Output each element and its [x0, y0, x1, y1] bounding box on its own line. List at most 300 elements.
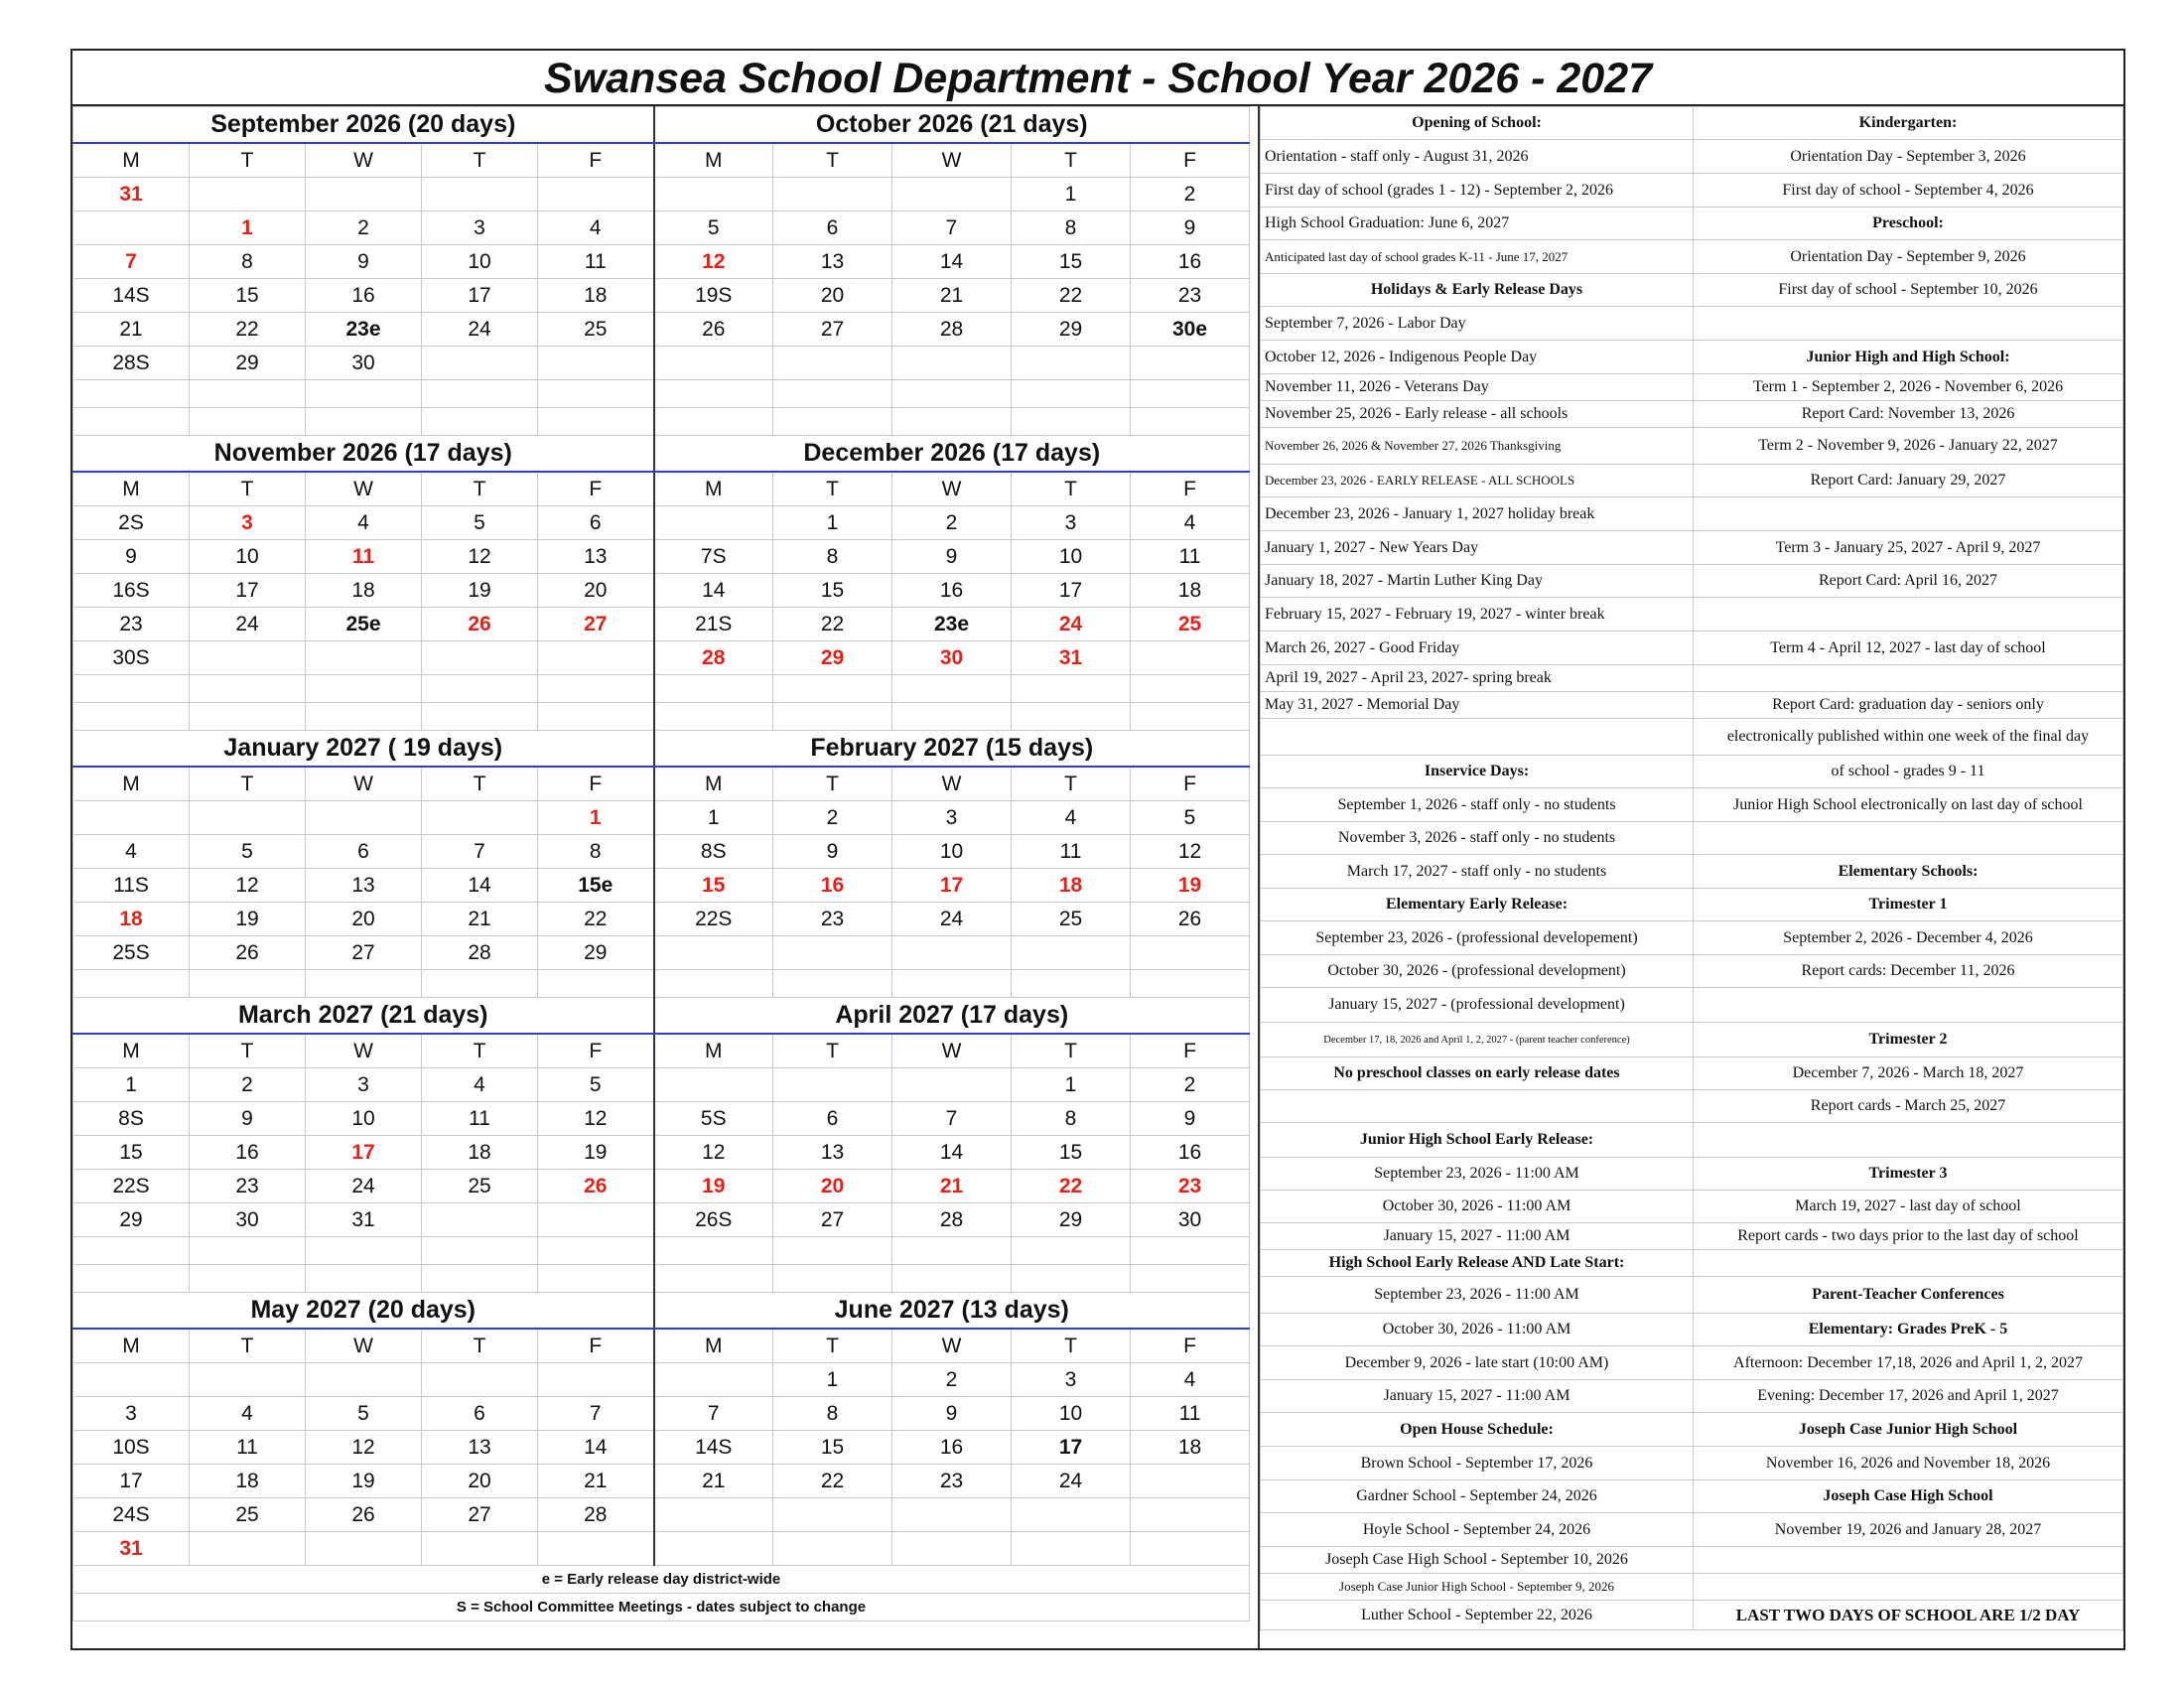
day-cell: 21: [892, 1170, 1012, 1203]
day-cell: [1012, 675, 1131, 703]
day-cell: 13: [306, 869, 422, 903]
day-cell: 23e: [306, 313, 422, 347]
key-dates-row: [1261, 1447, 2123, 1480]
day-cell: 2: [190, 1068, 306, 1102]
day-cell: 14: [892, 1136, 1012, 1170]
day-cell: 21S: [654, 608, 773, 641]
day-cell: 30: [892, 641, 1012, 675]
day-cell: 15: [73, 1136, 190, 1170]
day-cell: 13: [538, 540, 654, 574]
weekday-label: F: [538, 143, 654, 178]
day-cell: 16: [892, 1431, 1012, 1465]
day-cell: 22: [538, 903, 654, 936]
day-cell: 26: [190, 936, 306, 970]
day-cell: [1131, 641, 1250, 675]
key-date-left: December 23, 2026 - January 1, 2027 holiday break: [1261, 497, 1694, 531]
day-cell: [654, 970, 773, 998]
weekday-label: M: [73, 1329, 190, 1363]
day-cell: 11: [1131, 540, 1250, 574]
day-cell: 9: [892, 540, 1012, 574]
day-cell: 8: [190, 245, 306, 279]
month-title: September 2026 (20 days): [73, 107, 654, 144]
weekday-header-row: [73, 767, 1250, 801]
day-cell: [1131, 703, 1250, 731]
week-row: [73, 178, 1250, 211]
key-date-right: [1694, 307, 2123, 341]
weekday-header-row: [73, 1034, 1250, 1068]
day-cell: 10: [190, 540, 306, 574]
day-cell: [73, 675, 190, 703]
day-cell: 6: [538, 506, 654, 540]
day-cell: 8S: [654, 835, 773, 869]
day-cell: 22: [773, 1465, 892, 1498]
week-row: [73, 279, 1250, 313]
key-date-right: First day of school - September 10, 2026: [1694, 274, 2123, 307]
day-cell: [73, 1237, 190, 1265]
day-cell: [773, 1068, 892, 1102]
day-cell: 16: [190, 1136, 306, 1170]
weekday-label: T: [190, 1329, 306, 1363]
day-cell: 22S: [73, 1170, 190, 1203]
day-cell: 16: [1131, 245, 1250, 279]
week-row: [73, 835, 1250, 869]
day-cell: [773, 380, 892, 408]
day-cell: [892, 1532, 1012, 1566]
day-cell: 21: [538, 1465, 654, 1498]
day-cell: 18: [73, 903, 190, 936]
day-cell: [422, 1203, 538, 1237]
day-cell: 16S: [73, 574, 190, 608]
week-row: [73, 1102, 1250, 1136]
day-cell: 24: [1012, 608, 1131, 641]
key-date-right: March 19, 2027 - last day of school: [1694, 1191, 2123, 1223]
day-cell: 18: [1131, 574, 1250, 608]
day-cell: 2: [1131, 1068, 1250, 1102]
day-cell: 30: [190, 1203, 306, 1237]
day-cell: 7: [892, 211, 1012, 245]
key-date-left: Orientation - staff only - August 31, 2026: [1261, 140, 1694, 174]
key-date-left: Opening of School:: [1261, 107, 1694, 140]
month-header-row: [73, 998, 1250, 1035]
week-row: [73, 970, 1250, 998]
key-date-right: Preschool:: [1694, 208, 2123, 240]
day-cell: 1: [73, 1068, 190, 1102]
day-cell: 2: [306, 211, 422, 245]
day-cell: 25: [1131, 608, 1250, 641]
key-date-left: September 23, 2026 - (professional developement): [1261, 921, 1694, 955]
day-cell: [422, 703, 538, 731]
day-cell: 26: [1131, 903, 1250, 936]
day-cell: 4: [1012, 801, 1131, 835]
day-cell: 1: [1012, 178, 1131, 211]
key-dates-row: [1261, 921, 2123, 955]
early-release-legend: e = Early release day district-wide: [73, 1566, 1250, 1594]
month-header-row: [73, 1293, 1250, 1330]
key-date-right: [1694, 497, 2123, 531]
key-dates-row: [1261, 889, 2123, 921]
day-cell: 14: [538, 1431, 654, 1465]
key-date-left: Junior High School Early Release:: [1261, 1123, 1694, 1158]
day-cell: 17: [892, 869, 1012, 903]
day-cell: 27: [773, 1203, 892, 1237]
key-date-left: Joseph Case High School - September 10, 2026: [1261, 1547, 1694, 1574]
day-cell: [773, 675, 892, 703]
key-date-right: Trimester 2: [1694, 1023, 2123, 1057]
key-date-right: November 16, 2026 and November 18, 2026: [1694, 1447, 2123, 1480]
week-row: [73, 1237, 1250, 1265]
key-dates-row: [1261, 1057, 2123, 1090]
day-cell: 22S: [654, 903, 773, 936]
key-dates-row: [1261, 497, 2123, 531]
day-cell: 5: [538, 1068, 654, 1102]
key-date-right: [1694, 988, 2123, 1023]
day-cell: [538, 1203, 654, 1237]
day-cell: 5: [654, 211, 773, 245]
day-cell: [538, 408, 654, 436]
weekday-label: T: [773, 767, 892, 801]
day-cell: [538, 675, 654, 703]
weekday-label: W: [892, 1329, 1012, 1363]
day-cell: 18: [538, 279, 654, 313]
key-dates-row: [1261, 955, 2123, 988]
key-dates-row: [1261, 822, 2123, 855]
day-cell: [773, 1237, 892, 1265]
key-date-right: [1694, 822, 2123, 855]
day-cell: 12: [422, 540, 538, 574]
day-cell: [538, 1237, 654, 1265]
key-dates-row: [1261, 988, 2123, 1023]
key-date-right: Joseph Case High School: [1694, 1480, 2123, 1513]
day-cell: [1012, 380, 1131, 408]
week-row: [73, 903, 1250, 936]
day-cell: 24S: [73, 1498, 190, 1532]
week-row: [73, 1498, 1250, 1532]
key-date-left: April 19, 2027 - April 23, 2027- spring break: [1261, 665, 1694, 692]
day-cell: [1131, 1265, 1250, 1293]
key-date-left: December 9, 2026 - late start (10:00 AM): [1261, 1346, 1694, 1380]
key-dates-row: [1261, 719, 2123, 756]
week-row: [73, 641, 1250, 675]
weekday-label: W: [306, 1034, 422, 1068]
week-row: [73, 211, 1250, 245]
weekday-label: M: [73, 472, 190, 506]
key-dates-row: [1261, 341, 2123, 374]
day-cell: [190, 1532, 306, 1566]
day-cell: [773, 347, 892, 380]
day-cell: [422, 1532, 538, 1566]
day-cell: 25S: [73, 936, 190, 970]
key-date-right: September 2, 2026 - December 4, 2026: [1694, 921, 2123, 955]
day-cell: [190, 1237, 306, 1265]
day-cell: 25: [538, 313, 654, 347]
day-cell: 2S: [73, 506, 190, 540]
key-date-right: of school - grades 9 - 11: [1694, 756, 2123, 788]
day-cell: [773, 970, 892, 998]
day-cell: [306, 1237, 422, 1265]
day-cell: 8: [1012, 211, 1131, 245]
key-date-right: November 19, 2026 and January 28, 2027: [1694, 1513, 2123, 1547]
day-cell: 9: [1131, 211, 1250, 245]
day-cell: 18: [306, 574, 422, 608]
key-date-right: Report cards - two days prior to the last day of school: [1694, 1223, 2123, 1250]
key-date-left: January 15, 2027 - 11:00 AM: [1261, 1380, 1694, 1413]
key-dates-row: [1261, 565, 2123, 598]
day-cell: [1131, 1498, 1250, 1532]
day-cell: 11S: [73, 869, 190, 903]
day-cell: 1: [190, 211, 306, 245]
day-cell: [773, 1532, 892, 1566]
weekday-label: T: [190, 1034, 306, 1068]
day-cell: 7: [422, 835, 538, 869]
day-cell: 17: [190, 574, 306, 608]
weekday-label: T: [190, 767, 306, 801]
day-cell: [306, 1532, 422, 1566]
key-date-left: Gardner School - September 24, 2026: [1261, 1480, 1694, 1513]
key-date-left: September 1, 2026 - staff only - no students: [1261, 788, 1694, 822]
weekday-label: F: [538, 1329, 654, 1363]
day-cell: [422, 347, 538, 380]
day-cell: [538, 641, 654, 675]
weekday-label: M: [73, 143, 190, 178]
day-cell: 8: [773, 1397, 892, 1431]
weekday-label: F: [1131, 143, 1250, 178]
day-cell: 11: [1012, 835, 1131, 869]
day-cell: [892, 936, 1012, 970]
key-dates-row: [1261, 531, 2123, 565]
day-cell: [654, 1532, 773, 1566]
weekday-label: M: [654, 472, 773, 506]
day-cell: [190, 1265, 306, 1293]
week-row: [73, 1363, 1250, 1397]
day-cell: 7: [654, 1397, 773, 1431]
day-cell: [538, 380, 654, 408]
day-cell: 25e: [306, 608, 422, 641]
weekday-label: F: [1131, 767, 1250, 801]
day-cell: 9: [190, 1102, 306, 1136]
weekday-label: T: [1012, 1329, 1131, 1363]
day-cell: [190, 801, 306, 835]
key-date-left: September 23, 2026 - 11:00 AM: [1261, 1277, 1694, 1314]
day-cell: 16: [306, 279, 422, 313]
day-cell: 5: [1131, 801, 1250, 835]
key-dates-row: [1261, 428, 2123, 465]
key-date-left: December 23, 2026 - EARLY RELEASE - ALL SCHOOLS: [1261, 465, 1694, 497]
key-dates-row: [1261, 788, 2123, 822]
week-row: [73, 245, 1250, 279]
day-cell: 2: [773, 801, 892, 835]
day-cell: 31: [73, 1532, 190, 1566]
key-dates-row: [1261, 1480, 2123, 1513]
month-title: February 2027 (15 days): [654, 731, 1250, 768]
day-cell: 27: [306, 936, 422, 970]
day-cell: 23e: [892, 608, 1012, 641]
day-cell: 6: [306, 835, 422, 869]
key-date-left: Holidays & Early Release Days: [1261, 274, 1694, 307]
key-date-left: November 25, 2026 - Early release - all schools: [1261, 401, 1694, 428]
day-cell: [422, 641, 538, 675]
key-dates-row: [1261, 374, 2123, 401]
weekday-label: W: [892, 767, 1012, 801]
day-cell: 15: [654, 869, 773, 903]
key-date-left: September 7, 2026 - Labor Day: [1261, 307, 1694, 341]
day-cell: 24: [892, 903, 1012, 936]
day-cell: [73, 703, 190, 731]
day-cell: 29: [773, 641, 892, 675]
day-cell: 1: [654, 801, 773, 835]
day-cell: 9: [73, 540, 190, 574]
key-date-left: [1261, 1090, 1694, 1123]
day-cell: 23: [190, 1170, 306, 1203]
week-row: [73, 506, 1250, 540]
day-cell: 28S: [73, 347, 190, 380]
weekday-label: W: [306, 767, 422, 801]
day-cell: [422, 801, 538, 835]
key-date-right: [1694, 665, 2123, 692]
day-cell: [1012, 1532, 1131, 1566]
day-cell: 31: [1012, 641, 1131, 675]
day-cell: 23: [1131, 279, 1250, 313]
week-row: [73, 408, 1250, 436]
key-date-right: Report cards: December 11, 2026: [1694, 955, 2123, 988]
day-cell: [422, 675, 538, 703]
day-cell: 9: [773, 835, 892, 869]
week-row: [73, 347, 1250, 380]
day-cell: [190, 408, 306, 436]
key-date-right: Report Card: November 13, 2026: [1694, 401, 2123, 428]
day-cell: [773, 1498, 892, 1532]
day-cell: 20: [538, 574, 654, 608]
key-date-right: Junior High and High School:: [1694, 341, 2123, 374]
week-row: [73, 1203, 1250, 1237]
day-cell: 19S: [654, 279, 773, 313]
key-date-left: Inservice Days:: [1261, 756, 1694, 788]
key-date-right: Term 4 - April 12, 2027 - last day of school: [1694, 632, 2123, 665]
weekday-label: F: [538, 472, 654, 506]
key-dates-row: [1261, 1277, 2123, 1314]
day-cell: 22: [1012, 279, 1131, 313]
day-cell: 24: [1012, 1465, 1131, 1498]
day-cell: 26: [654, 313, 773, 347]
key-dates-row: [1261, 307, 2123, 341]
day-cell: 24: [190, 608, 306, 641]
key-dates-row: [1261, 855, 2123, 889]
weekday-label: T: [422, 1329, 538, 1363]
day-cell: [306, 703, 422, 731]
key-date-right: December 7, 2026 - March 18, 2027: [1694, 1057, 2123, 1090]
weekday-header-row: [73, 143, 1250, 178]
month-title: January 2027 ( 19 days): [73, 731, 654, 768]
month-title: December 2026 (17 days): [654, 436, 1250, 473]
week-row: [73, 1170, 1250, 1203]
week-row: [73, 703, 1250, 731]
day-cell: [306, 641, 422, 675]
day-cell: [773, 408, 892, 436]
key-dates-row: [1261, 598, 2123, 632]
day-cell: [1012, 970, 1131, 998]
weekday-label: M: [654, 1329, 773, 1363]
key-dates-row: [1261, 1346, 2123, 1380]
key-date-right: [1694, 1123, 2123, 1158]
day-cell: [654, 1265, 773, 1293]
day-cell: 16: [773, 869, 892, 903]
monthly-calendar-grid: [72, 106, 1250, 1648]
day-cell: 13: [773, 245, 892, 279]
day-cell: 1: [538, 801, 654, 835]
day-cell: [1012, 1237, 1131, 1265]
day-cell: 23: [1131, 1170, 1250, 1203]
key-date-left: Luther School - September 22, 2026: [1261, 1601, 1694, 1630]
day-cell: 21: [73, 313, 190, 347]
weekday-label: F: [1131, 472, 1250, 506]
day-cell: 3: [306, 1068, 422, 1102]
key-date-left: November 26, 2026 & November 27, 2026 Thanksgiving: [1261, 428, 1694, 465]
day-cell: [422, 1363, 538, 1397]
day-cell: 17: [1012, 1431, 1131, 1465]
day-cell: [306, 970, 422, 998]
day-cell: [1131, 1465, 1250, 1498]
weekday-label: T: [190, 143, 306, 178]
key-dates-row: [1261, 1090, 2123, 1123]
month-header-row: [73, 436, 1250, 473]
week-row: [73, 1397, 1250, 1431]
key-dates-row: [1261, 1513, 2123, 1547]
weekday-label: W: [892, 472, 1012, 506]
legend-row: [73, 1594, 1250, 1621]
weekday-label: T: [773, 472, 892, 506]
day-cell: [654, 1068, 773, 1102]
week-row: [73, 936, 1250, 970]
day-cell: [1131, 347, 1250, 380]
day-cell: [306, 1363, 422, 1397]
day-cell: [1131, 1237, 1250, 1265]
key-date-left: October 30, 2026 - 11:00 AM: [1261, 1191, 1694, 1223]
day-cell: [892, 1498, 1012, 1532]
day-cell: [654, 506, 773, 540]
key-dates-row: [1261, 1223, 2123, 1250]
key-dates-row: [1261, 1250, 2123, 1277]
day-cell: 31: [73, 178, 190, 211]
day-cell: [306, 801, 422, 835]
day-cell: 8: [538, 835, 654, 869]
month-title: March 2027 (21 days): [73, 998, 654, 1035]
day-cell: 29: [1012, 313, 1131, 347]
day-cell: 25: [190, 1498, 306, 1532]
key-date-right: [1694, 1547, 2123, 1574]
day-cell: 15: [190, 279, 306, 313]
day-cell: 9: [892, 1397, 1012, 1431]
day-cell: 15: [1012, 1136, 1131, 1170]
weekday-label: M: [654, 1034, 773, 1068]
day-cell: 22: [1012, 1170, 1131, 1203]
week-row: [73, 1465, 1250, 1498]
day-cell: 27: [773, 313, 892, 347]
day-cell: [773, 178, 892, 211]
key-date-right: Elementary Schools:: [1694, 855, 2123, 889]
key-dates-row: [1261, 240, 2123, 274]
day-cell: 3: [892, 801, 1012, 835]
day-cell: [538, 178, 654, 211]
day-cell: 26: [422, 608, 538, 641]
key-date-left: September 23, 2026 - 11:00 AM: [1261, 1158, 1694, 1191]
day-cell: [190, 675, 306, 703]
key-date-right: Joseph Case Junior High School: [1694, 1413, 2123, 1447]
day-cell: 3: [1012, 506, 1131, 540]
day-cell: 16: [1131, 1136, 1250, 1170]
day-cell: 24: [306, 1170, 422, 1203]
key-date-left: May 31, 2027 - Memorial Day: [1261, 692, 1694, 719]
weekday-label: F: [538, 1034, 654, 1068]
weekday-label: T: [422, 472, 538, 506]
